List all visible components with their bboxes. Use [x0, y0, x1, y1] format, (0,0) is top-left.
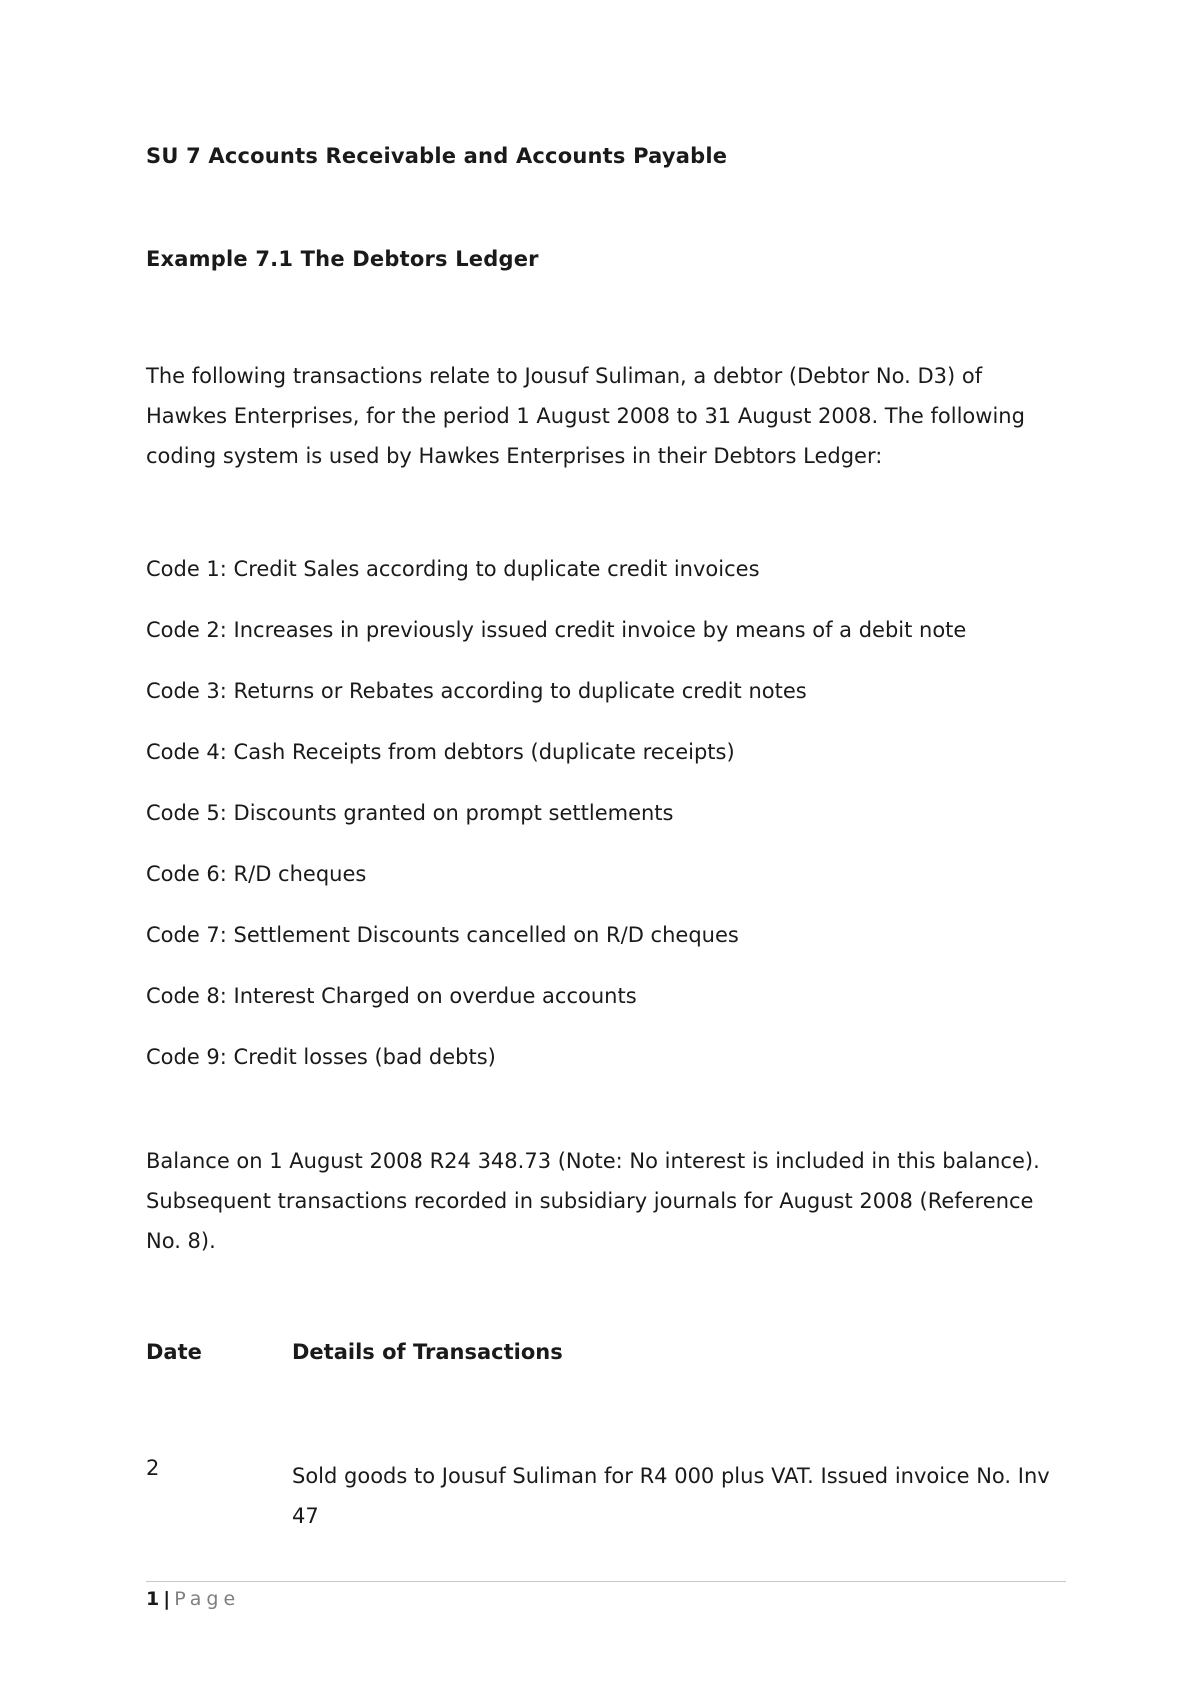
- code-item: Code 1: Credit Sales according to duplicate credit invoices: [146, 557, 760, 581]
- code-item: Code 8: Interest Charged on overdue accounts: [146, 984, 637, 1008]
- example-title: Example 7.1 The Debtors Ledger: [146, 247, 539, 271]
- footer-divider: [146, 1581, 1066, 1582]
- code-item: Code 5: Discounts granted on prompt settlements: [146, 801, 674, 825]
- code-list: [146, 557, 966, 1106]
- page-number: 1: [146, 1588, 160, 1610]
- intro-paragraph: The following transactions relate to Jousuf Suliman, a debtor (Debtor No. D3) of Hawkes Enterprises, for the period 1 August 2008 to 31 August 2008. The following coding system is used by Hawkes Enterprises in their Debtors Ledger:: [146, 364, 1025, 468]
- date-column-header: Date: [146, 1340, 202, 1364]
- page-label: Page: [174, 1588, 241, 1610]
- document-title: SU 7 Accounts Receivable and Accounts Payable: [146, 144, 728, 168]
- details-column-header: Details of Transactions: [292, 1340, 563, 1364]
- balance-paragraph: Balance on 1 August 2008 R24 348.73 (Note: No interest is included in this balance). Subsequent transactions recorded in subsidiary journals for August 2008 (Reference No. 8).: [146, 1149, 1040, 1253]
- footer-separator: |: [163, 1588, 171, 1610]
- row-date: 2: [146, 1456, 160, 1480]
- code-item: Code 6: R/D cheques: [146, 862, 367, 886]
- code-item: Code 3: Returns or Rebates according to duplicate credit notes: [146, 679, 807, 703]
- page-footer: [146, 1588, 240, 1610]
- code-item: Code 9: Credit losses (bad debts): [146, 1045, 496, 1069]
- code-item: Code 7: Settlement Discounts cancelled on R/D cheques: [146, 923, 739, 947]
- code-item: Code 2: Increases in previously issued credit invoice by means of a debit note: [146, 618, 967, 642]
- code-item: Code 4: Cash Receipts from debtors (duplicate receipts): [146, 740, 735, 764]
- row-details: Sold goods to Jousuf Suliman for R4 000 plus VAT. Issued invoice No. Inv 47: [292, 1464, 1050, 1528]
